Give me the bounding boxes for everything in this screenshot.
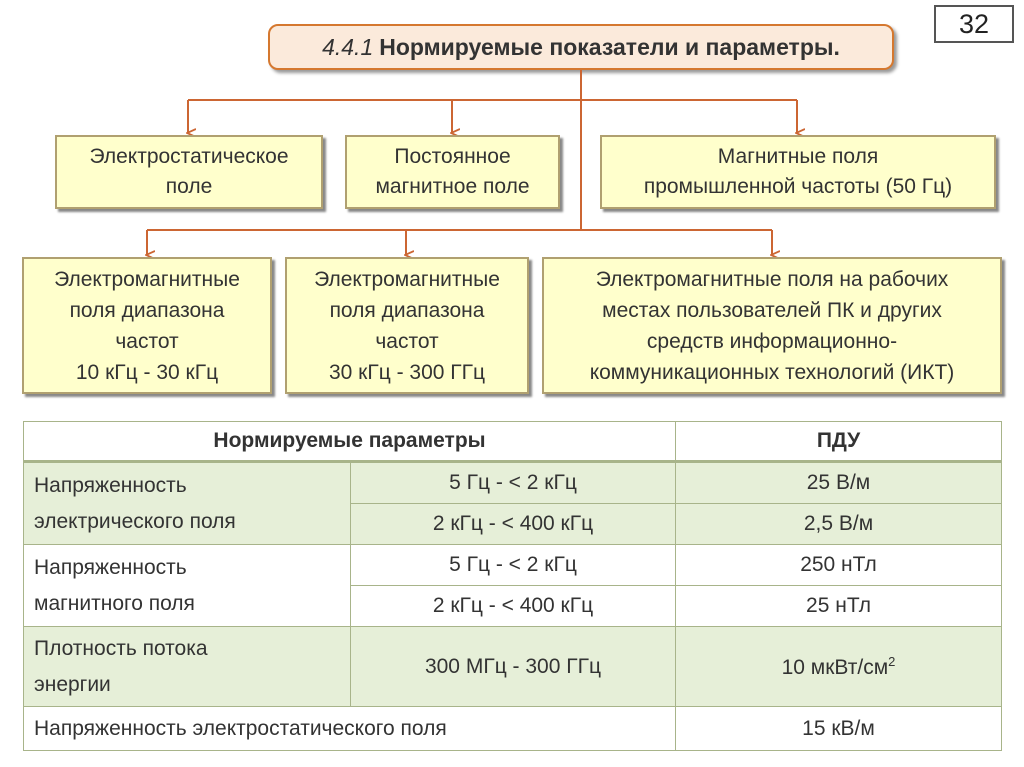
value-cell: 2,5 В/м xyxy=(676,504,1002,545)
box-em-fields-30-khz-300-ghz xyxy=(285,257,529,394)
value-cell xyxy=(676,627,1002,707)
box-line: 10 кГц - 30 кГц xyxy=(75,360,219,384)
row-label-magnetic xyxy=(24,545,351,627)
section-title: Нормируемые показатели и параметры. xyxy=(379,33,840,60)
box-line: Электромагнитные xyxy=(314,267,500,291)
box-line: местах пользователей ПК и других xyxy=(602,298,942,322)
range-cell: 2 кГц - < 400 кГц xyxy=(351,504,676,545)
norms-table xyxy=(23,421,1002,751)
header-pdu: ПДУ xyxy=(676,422,1002,462)
box-line: Электромагнитные xyxy=(54,267,240,291)
box-line: средств информационно- xyxy=(646,329,898,353)
box-electrostatic-field xyxy=(55,135,323,209)
table-header-row xyxy=(24,422,1002,462)
box-industrial-frequency-fields xyxy=(600,135,996,209)
value-exponent: 2 xyxy=(888,653,896,669)
table-row xyxy=(24,462,1002,504)
box-line: Электромагнитные поля на рабочих xyxy=(595,267,949,291)
box-line: Постоянное xyxy=(394,145,511,168)
label-line: Напряженность xyxy=(34,473,187,497)
value-cell: 250 нТл xyxy=(676,545,1002,586)
value-cell: 15 кВ/м xyxy=(676,707,1002,751)
box-line: поле xyxy=(165,175,213,198)
table-row xyxy=(24,627,1002,707)
box-em-fields-10-30-khz xyxy=(22,257,272,394)
section-number: 4.4.1 xyxy=(322,33,374,60)
box-line: Магнитные поля xyxy=(717,145,879,168)
value-base: 10 мкВт/см xyxy=(781,655,889,679)
box-line: 30 кГц - 300 ГГц xyxy=(328,360,486,384)
box-line: Электростатическое xyxy=(89,145,289,168)
range-cell: 5 Гц - < 2 кГц xyxy=(351,462,676,504)
row-label-electrostatic: Напряженность электростатического поля xyxy=(24,707,676,751)
box-line: промышленной частоты (50 Гц) xyxy=(643,175,953,198)
table-row xyxy=(24,707,1002,751)
row-label-flux-density xyxy=(24,627,351,707)
value-cell: 25 нТл xyxy=(676,586,1002,627)
box-line: частот xyxy=(115,329,179,353)
box-line: поля диапазона xyxy=(69,298,225,322)
header-params: Нормируемые параметры xyxy=(24,422,676,462)
box-em-fields-ikt-workplaces xyxy=(542,257,1002,394)
range-cell: 300 МГц - 300 ГГц xyxy=(351,627,676,707)
box-line: частот xyxy=(375,329,439,353)
label-line: энергии xyxy=(34,672,111,696)
box-permanent-magnetic-field xyxy=(345,135,560,209)
box-line: коммуникационных технологий (ИКТ) xyxy=(589,360,955,384)
box-line: поля диапазона xyxy=(329,298,485,322)
label-line: магнитного поля xyxy=(34,591,195,615)
range-cell: 5 Гц - < 2 кГц xyxy=(351,545,676,586)
box-line: магнитное поле xyxy=(375,175,530,198)
value-cell: 25 В/м xyxy=(676,462,1002,504)
range-cell: 2 кГц - < 400 кГц xyxy=(351,586,676,627)
label-line: Напряженность xyxy=(34,555,187,579)
label-line: электрического поля xyxy=(34,509,236,533)
page-number: 32 xyxy=(934,5,1014,43)
table-row xyxy=(24,545,1002,586)
row-label-electric xyxy=(24,462,351,545)
label-line: Плотность потока xyxy=(34,636,208,660)
